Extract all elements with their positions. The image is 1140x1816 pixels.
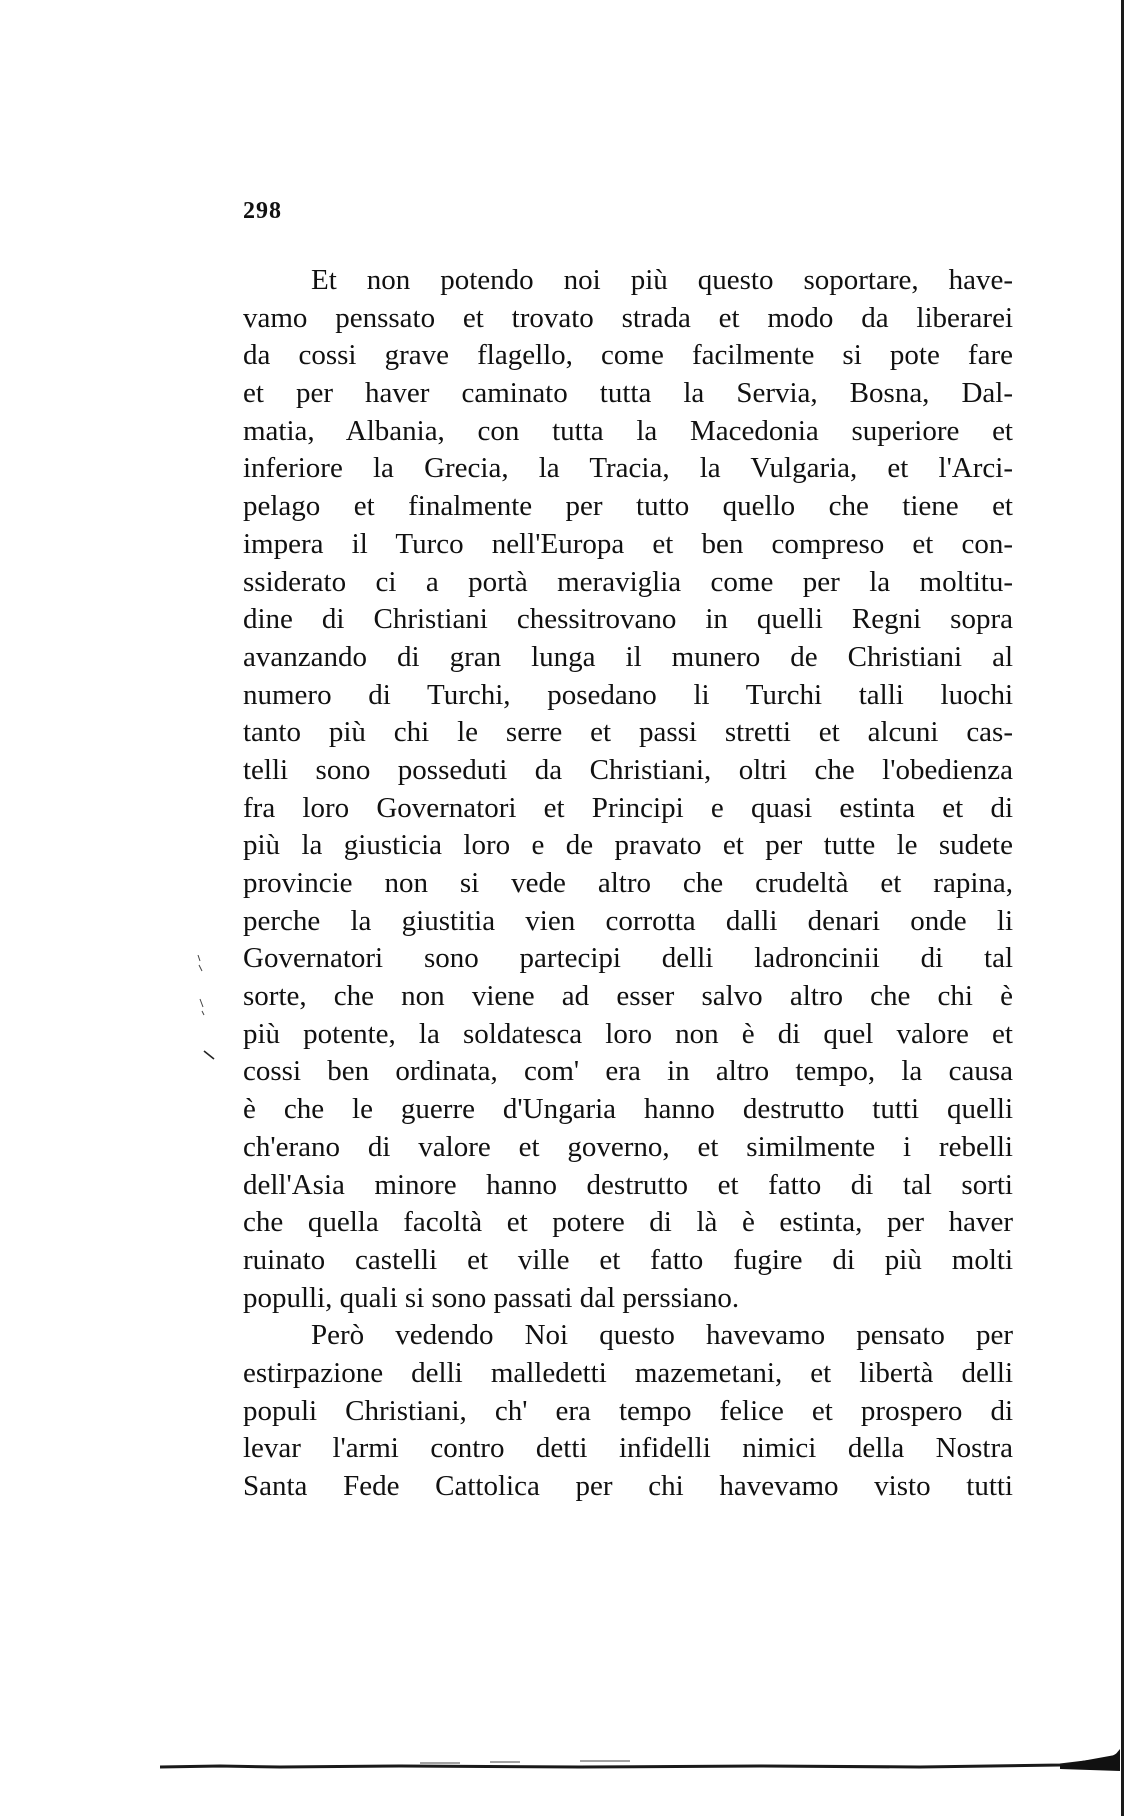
text-line: levar l'armi contro detti infidelli nimici della Nostra [243,1432,1013,1465]
text-line: che quella facoltà et potere di là è estinta, per haver [243,1206,1013,1239]
text-line: dell'Asia minore hanno destrutto et fatto di tal sorti [243,1168,1013,1201]
text-line: cossi ben ordinata, com' era in altro tempo, la causa [243,1055,1013,1088]
text-line: Et non potendo noi più questo soportare, have- [311,264,1013,296]
text-line: et per haver caminato tutta la Servia, Bosna, Dal- [243,377,1013,410]
body-text [243,262,1013,1506]
bottom-scan-rule [160,1745,1120,1775]
text-line: ssiderato ci a portà meraviglia come per la moltitu- [243,565,1013,598]
text-line: impera il Turco nell'Europa et ben compreso et con- [243,527,1013,560]
text-line: numero di Turchi, posedano li Turchi talli luochi [243,678,1013,711]
text-line: ruinato castelli et ville et fatto fugire di più molti [243,1243,1013,1276]
paragraph [243,262,1013,1317]
text-line: è che le guerre d'Ungaria hanno destrutto tutti quelli [243,1093,1013,1126]
text-line: matia, Albania, con tutta la Macedonia superiore et [243,414,1013,447]
text-line: Santa Fede Cattolica per chi havevamo visto tutti [243,1470,1013,1502]
text-line: vamo penssato et trovato strada et modo da liberarei [243,301,1013,334]
text-line: tanto più chi le serre et passi stretti et alcuni cas- [243,716,1013,749]
text-line: ch'erano di valore et governo, et similmente i rebelli [243,1130,1013,1163]
text-line: Però vedendo Noi questo havevamo pensato per [311,1319,1013,1352]
text-line: populi Christiani, ch' era tempo felice et prospero di [243,1394,1013,1427]
margin-marks [196,955,236,1065]
text-line: estirpazione delli malledetti mazemetani, et libertà delli [243,1356,1013,1389]
text-line: pelago et finalmente per tutto quello che tiene et [243,490,1013,523]
text-line: da cossi grave flagello, come facilmente si pote fare [243,339,1013,372]
text-line: Governatori sono partecipi delli ladroncinii di tal [243,942,1013,975]
paragraph [243,1317,1013,1505]
text-line: sorte, che non viene ad esser salvo altro che chi è [243,980,1013,1013]
text-line: telli sono posseduti da Christiani, oltri che l'obedienza [243,753,1013,786]
text-line: dine di Christiani chessitrovano in quelli Regni sopra [243,603,1013,636]
text-line: fra loro Governatori et Principi e quasi estinta et di [243,791,1013,824]
text-line: provincie non si vede altro che crudeltà et rapina, [243,867,1013,899]
text-line: inferiore la Grecia, la Tracia, la Vulgaria, et l'Arci- [243,452,1013,485]
text-line: perche la giustitia vien corrotta dalli denari onde li [243,904,1013,937]
page-edge-shadow [1121,0,1124,1816]
text-line: populli, quali si sono passati dal perssiano. [243,1281,740,1314]
text-line: più la giusticia loro e de pravato et per tutte le sudete [243,829,1013,862]
text-line: più potente, la soldatesca loro non è di quel valore et [243,1017,1013,1050]
text-line: avanzando di gran lunga il munero de Christiani al [243,640,1013,673]
page-number: 298 [243,198,282,224]
